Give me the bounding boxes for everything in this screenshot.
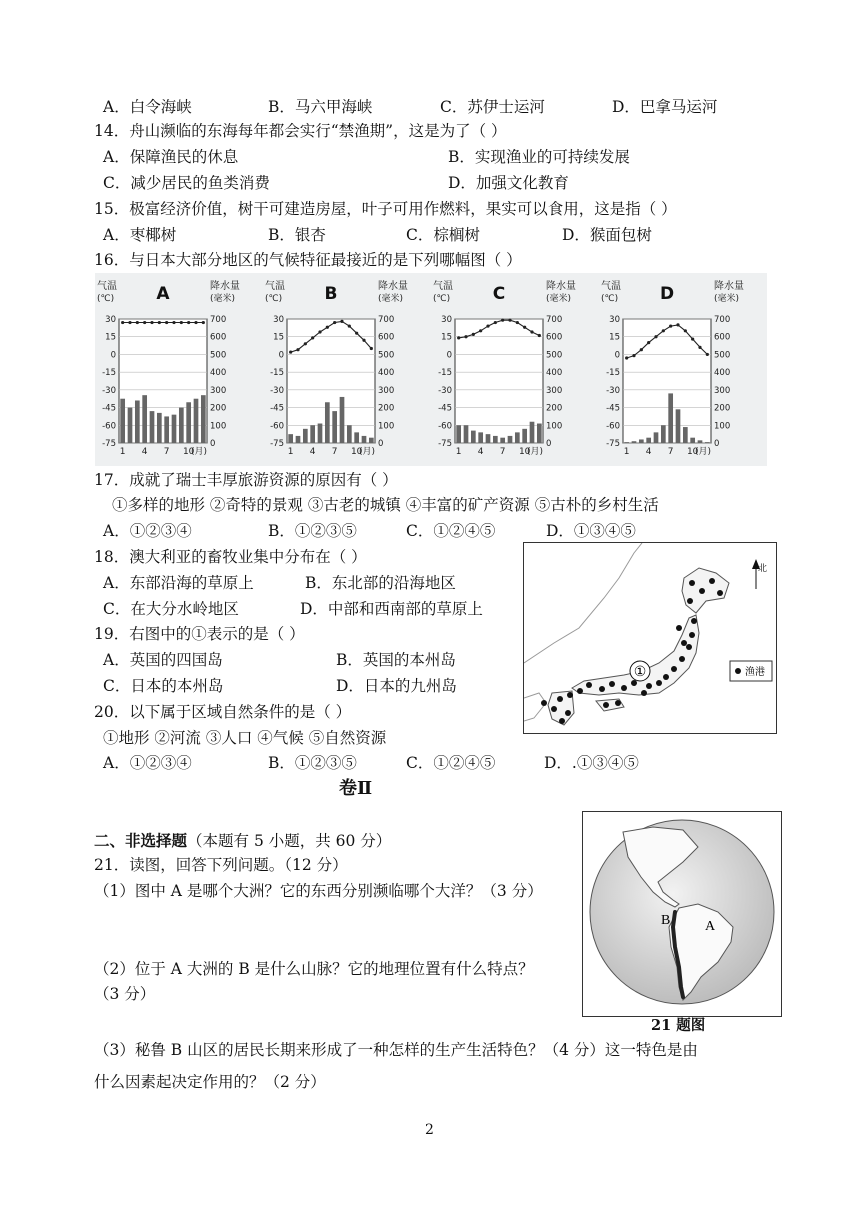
q14-option-a: A．保障渔民的休息 xyxy=(103,148,239,166)
japan-map-svg xyxy=(524,543,776,733)
temp-tick-label: -30 xyxy=(606,385,620,396)
temp-tick-label: 0 xyxy=(278,350,284,361)
q14-option-b: B．实现渔业的可持续发展 xyxy=(448,148,630,166)
temperature-point xyxy=(150,321,153,324)
precip-tick-label: 700 xyxy=(546,315,563,325)
temperature-point xyxy=(165,321,168,324)
temperature-point xyxy=(632,354,635,357)
temperature-point xyxy=(538,334,541,337)
q17-option-b: B．①②③⑤ xyxy=(268,522,357,540)
precip-tick-label: 400 xyxy=(378,368,395,379)
temperature-point xyxy=(136,321,139,324)
temperature-point xyxy=(647,341,650,344)
temperature-point xyxy=(326,326,329,329)
q18-option-c: C．在大分水岭地区 xyxy=(103,600,239,618)
temperature-point xyxy=(494,321,497,324)
temp-tick-label: -75 xyxy=(606,439,620,449)
precip-bar xyxy=(296,436,301,443)
globe-label-b: B xyxy=(661,913,671,928)
q20-option-a: A．①②③④ xyxy=(103,754,192,772)
temp-tick-label: 0 xyxy=(110,350,116,361)
precip-bar xyxy=(340,397,345,443)
precip-bar xyxy=(150,411,155,443)
temp-tick-label: 30 xyxy=(273,315,284,325)
precip-bar xyxy=(120,399,125,443)
month-tick-label: 10 xyxy=(182,447,195,457)
globe-label-a: A xyxy=(705,919,716,934)
month-tick-label: 10 xyxy=(686,447,699,457)
precip-bar xyxy=(128,408,133,443)
q13-option-a: A．白令海峡 xyxy=(103,98,192,116)
temperature-point xyxy=(625,356,628,359)
q13-option-d: D．巴拿马运河 xyxy=(612,98,718,116)
precip-tick-label: 200 xyxy=(546,403,563,414)
north-label: 北 xyxy=(758,564,768,574)
temperature-point xyxy=(194,321,197,324)
chart-temp-unit: (℃) xyxy=(601,294,619,304)
temp-tick-label: -45 xyxy=(102,403,116,414)
temperature-point xyxy=(355,332,358,335)
chart-temp-label: 气温 xyxy=(97,281,117,292)
month-unit-label: (月) xyxy=(191,447,208,457)
q20-option-b: B．①②③⑤ xyxy=(268,754,357,772)
japan-fishing-port-map xyxy=(523,542,777,734)
precip-tick-label: 400 xyxy=(546,368,563,379)
q19-stem: 19．右图中的①表示的是（ ） xyxy=(94,625,305,643)
precip-tick-label: 0 xyxy=(546,439,552,449)
q18-option-a: A．东部沿海的草原上 xyxy=(103,574,254,592)
temperature-point xyxy=(654,335,657,338)
precip-bar xyxy=(164,416,169,443)
precip-bar xyxy=(624,442,629,443)
precip-tick-label: 200 xyxy=(210,403,227,414)
precip-tick-label: 700 xyxy=(378,315,395,325)
q21-part-1: （1）图中 A 是哪个大洲？它的东西分别濒临哪个大洋？（3 分） xyxy=(94,882,543,900)
precip-bar xyxy=(508,436,513,443)
precip-bar xyxy=(142,395,147,443)
precip-bar xyxy=(515,432,520,443)
precip-tick-label: 400 xyxy=(210,368,227,379)
temperature-point xyxy=(187,321,190,324)
temperature-point xyxy=(172,321,175,324)
precip-bar xyxy=(347,425,352,443)
q19-option-a: A．英国的四国岛 xyxy=(103,651,223,669)
precip-bar xyxy=(179,408,184,443)
month-tick-label: 4 xyxy=(645,447,652,457)
chart-temp-unit: (℃) xyxy=(433,294,451,304)
temp-tick-label: -60 xyxy=(606,421,620,432)
precip-bar xyxy=(676,409,681,443)
volume-2-title: 卷Ⅱ xyxy=(339,778,373,799)
precip-tick-label: 500 xyxy=(210,350,227,361)
temperature-point xyxy=(662,329,665,332)
temperature-point xyxy=(669,324,672,327)
temp-tick-label: 15 xyxy=(441,332,452,343)
q21-part-2-score: （3 分） xyxy=(94,985,156,1003)
precip-bar xyxy=(464,425,469,443)
q17-option-d: D．①③④⑤ xyxy=(546,522,636,540)
precip-bar xyxy=(486,434,491,443)
month-tick-label: 4 xyxy=(309,447,316,457)
month-tick-label: 1 xyxy=(623,447,630,457)
precip-tick-label: 700 xyxy=(714,315,731,325)
precip-tick-label: 600 xyxy=(378,332,395,343)
month-unit-label: (月) xyxy=(527,447,544,457)
q21-stem: 21．读图，回答下列问题。（12 分） xyxy=(94,856,348,874)
precip-tick-label: 100 xyxy=(546,421,563,432)
q15-option-d: D．猴面包树 xyxy=(562,226,652,244)
q20-option-c: C．①②④⑤ xyxy=(406,754,496,772)
chart-precip-label: 降水量 xyxy=(210,281,240,292)
temperature-point xyxy=(158,321,161,324)
month-tick-label: 4 xyxy=(141,447,148,457)
precip-tick-label: 500 xyxy=(378,350,395,361)
temp-tick-label: -30 xyxy=(270,385,284,396)
japan-map-marker: ① xyxy=(633,664,647,680)
temp-tick-label: 0 xyxy=(446,350,452,361)
q14-option-d: D．加强文化教育 xyxy=(448,174,569,192)
climate-charts-figure xyxy=(95,273,767,466)
q13-option-b: B．马六甲海峡 xyxy=(268,98,373,116)
precip-tick-label: 0 xyxy=(378,439,384,449)
q18-option-b: B．东北部的沿海地区 xyxy=(305,574,456,592)
precip-bar xyxy=(362,436,367,443)
precip-bar xyxy=(325,402,330,443)
temperature-point xyxy=(479,329,482,332)
precip-bar xyxy=(668,393,673,443)
chart-precip-label: 降水量 xyxy=(714,281,744,292)
temp-tick-label: 15 xyxy=(105,332,116,343)
legend-label: 渔港 xyxy=(745,667,765,678)
month-tick-label: 1 xyxy=(119,447,126,457)
q20-items: ①地形 ②河流 ③人口 ④气候 ⑤自然资源 xyxy=(103,729,387,747)
month-tick-label: 1 xyxy=(287,447,294,457)
month-tick-label: 7 xyxy=(163,447,170,457)
temperature-point xyxy=(501,319,504,322)
q15-option-c: C．棕榈树 xyxy=(406,226,480,244)
precip-bar xyxy=(157,413,162,443)
precip-bar xyxy=(194,399,199,443)
temp-tick-label: -60 xyxy=(270,421,284,432)
globe-svg xyxy=(583,812,781,1016)
temperature-point xyxy=(202,321,205,324)
temperature-point xyxy=(691,337,694,340)
section-2-note: （本题有 5 小题，共 60 分） xyxy=(187,832,392,850)
month-tick-label: 7 xyxy=(331,447,338,457)
precip-bar xyxy=(135,400,140,443)
section-2-heading xyxy=(94,831,391,851)
precip-tick-label: 600 xyxy=(546,332,563,343)
temperature-point xyxy=(464,335,467,338)
temperature-point xyxy=(311,336,314,339)
south-america-globe-map xyxy=(582,811,782,1017)
temperature-point xyxy=(128,321,131,324)
temperature-point xyxy=(706,353,709,356)
temp-tick-label: 15 xyxy=(273,332,284,343)
q14-stem: 14．舟山濒临的东海每年都会实行“禁渔期”，这是为了（ ） xyxy=(94,122,507,140)
precip-bar xyxy=(318,424,323,443)
temperature-point xyxy=(333,321,336,324)
precip-bar xyxy=(530,422,535,443)
precip-bar xyxy=(500,438,505,443)
temp-tick-label: -30 xyxy=(438,385,452,396)
q21-part-3-cont: 什么因素起决定作用的？（2 分） xyxy=(94,1073,326,1091)
precip-bar xyxy=(310,425,315,443)
precip-bar xyxy=(478,432,483,443)
precip-bar xyxy=(354,432,359,443)
temperature-point xyxy=(289,350,292,353)
temperature-point xyxy=(348,324,351,327)
chart-temp-label: 气温 xyxy=(433,281,453,292)
temperature-point xyxy=(457,336,460,339)
month-unit-label: (月) xyxy=(695,447,712,457)
q17-stem: 17．成就了瑞士丰厚旅游资源的原因有（ ） xyxy=(94,471,398,489)
temperature-point xyxy=(121,321,124,324)
precip-bar xyxy=(705,442,710,443)
precip-tick-label: 100 xyxy=(210,421,227,432)
q18-stem: 18．澳大利亚的畜牧业集中分布在（ ） xyxy=(94,548,367,566)
page-number: 2 xyxy=(425,1122,434,1138)
precip-tick-label: 600 xyxy=(714,332,731,343)
precip-bar xyxy=(537,424,542,443)
precip-bar xyxy=(646,438,651,443)
q18-option-d: D．中部和西南部的草原上 xyxy=(300,600,483,618)
temperature-point xyxy=(516,321,519,324)
temp-tick-label: -60 xyxy=(438,421,452,432)
temp-tick-label: -45 xyxy=(606,403,620,414)
chart-temp-unit: (℃) xyxy=(265,294,283,304)
precip-tick-label: 100 xyxy=(714,421,731,432)
precip-tick-label: 500 xyxy=(546,350,563,361)
q20-stem: 20．以下属于区域自然条件的是（ ） xyxy=(94,703,352,721)
chart-frame xyxy=(623,319,711,443)
chart-precip-unit: (毫米) xyxy=(378,294,404,304)
month-tick-label: 10 xyxy=(518,447,531,457)
chart-temp-unit: (℃) xyxy=(97,294,115,304)
temp-tick-label: 15 xyxy=(609,332,620,343)
temperature-point xyxy=(362,339,365,342)
temp-tick-label: 30 xyxy=(105,315,116,325)
month-tick-label: 10 xyxy=(350,447,363,457)
precip-bar xyxy=(303,429,308,443)
q19-option-c: C．日本的本州岛 xyxy=(103,677,224,695)
temperature-point xyxy=(486,324,489,327)
precip-tick-label: 500 xyxy=(714,350,731,361)
q19-option-d: D．日本的九州岛 xyxy=(336,677,457,695)
precip-bar xyxy=(471,431,476,443)
q14-option-c: C．减少居民的鱼类消费 xyxy=(103,174,270,192)
chart-precip-unit: (毫米) xyxy=(714,294,740,304)
q13-option-c: C．苏伊士运河 xyxy=(440,98,545,116)
precip-bar xyxy=(698,440,703,443)
temp-tick-label: 30 xyxy=(609,315,620,325)
q15-option-a: A．枣椰树 xyxy=(103,226,177,244)
precip-bar xyxy=(661,425,666,443)
precip-bar xyxy=(632,441,637,443)
precip-bar xyxy=(456,425,461,443)
q19-option-b: B．英国的本州岛 xyxy=(336,651,456,669)
chart-precip-unit: (毫米) xyxy=(210,294,236,304)
temperature-point xyxy=(472,333,475,336)
temperature-point xyxy=(296,348,299,351)
temperature-point xyxy=(143,321,146,324)
temperature-point xyxy=(340,320,343,323)
precip-bar xyxy=(493,436,498,443)
chart-precip-label: 降水量 xyxy=(546,281,576,292)
temperature-point xyxy=(508,319,511,322)
precip-bar xyxy=(288,434,293,443)
q16-stem: 16．与日本大部分地区的气候特征最接近的是下列哪幅图（ ） xyxy=(94,251,522,269)
chart-letter-A: A xyxy=(156,284,170,304)
temp-tick-label: -15 xyxy=(606,368,620,379)
q17-option-a: A．①②③④ xyxy=(103,522,192,540)
chart-precip-label: 降水量 xyxy=(378,281,408,292)
temperature-point xyxy=(698,346,701,349)
temp-tick-label: -45 xyxy=(270,403,284,414)
precip-bar xyxy=(172,415,177,443)
precip-bar xyxy=(201,395,206,443)
temperature-point xyxy=(523,326,526,329)
temp-tick-label: 30 xyxy=(441,315,452,325)
month-tick-label: 1 xyxy=(455,447,462,457)
q17-option-c: C．①②④⑤ xyxy=(406,522,496,540)
precip-tick-label: 300 xyxy=(546,385,563,396)
precip-tick-label: 100 xyxy=(378,421,395,432)
q20-option-d: D．.①③④⑤ xyxy=(544,754,639,772)
temp-tick-label: 0 xyxy=(614,350,620,361)
precip-bar xyxy=(654,432,659,443)
precip-tick-label: 700 xyxy=(210,315,227,325)
temperature-point xyxy=(684,329,687,332)
temperature-point xyxy=(370,347,373,350)
temperature-point xyxy=(180,321,183,324)
month-tick-label: 7 xyxy=(667,447,674,457)
temperature-point xyxy=(304,342,307,345)
chart-temp-label: 气温 xyxy=(601,281,621,292)
chart-letter-D: D xyxy=(659,284,675,304)
temperature-point xyxy=(640,348,643,351)
precip-tick-label: 400 xyxy=(714,368,731,379)
precip-bar xyxy=(186,402,191,443)
month-tick-label: 4 xyxy=(477,447,484,457)
climate-charts-svg xyxy=(95,273,767,466)
temp-tick-label: -30 xyxy=(102,385,116,396)
precip-tick-label: 0 xyxy=(714,439,720,449)
temperature-point xyxy=(530,330,533,333)
precip-bar xyxy=(690,438,695,443)
q21-part-3: （3）秘鲁 B 山区的居民长期来形成了一种怎样的生产生活特色？（4 分）这一特色是由 xyxy=(94,1041,698,1059)
month-unit-label: (月) xyxy=(359,447,376,457)
temp-tick-label: -75 xyxy=(270,439,284,449)
q21-part-2: （2）位于 A 大洲的 B 是什么山脉？它的地理位置有什么特点？ xyxy=(94,960,534,978)
temp-tick-label: -75 xyxy=(102,439,116,449)
globe-caption: 21 题图 xyxy=(651,1017,706,1034)
chart-letter-B: B xyxy=(324,284,338,304)
precip-bar xyxy=(332,411,337,443)
hokkaido-island xyxy=(682,568,729,613)
precip-tick-label: 0 xyxy=(210,439,216,449)
precip-bar xyxy=(683,427,688,443)
section-2-title: 二、非选择题 xyxy=(94,831,188,850)
temp-tick-label: -60 xyxy=(102,421,116,432)
temp-tick-label: -45 xyxy=(438,403,452,414)
precip-tick-label: 200 xyxy=(378,403,395,414)
precip-tick-label: 600 xyxy=(210,332,227,343)
precip-tick-label: 300 xyxy=(210,385,227,396)
temperature-point xyxy=(318,330,321,333)
temp-tick-label: -15 xyxy=(438,368,452,379)
temperature-point xyxy=(676,323,679,326)
precip-bar xyxy=(369,438,374,443)
temp-tick-label: -75 xyxy=(438,439,452,449)
chart-temp-label: 气温 xyxy=(265,281,285,292)
q17-items: ①多样的地形 ②奇特的景观 ③古老的城镇 ④丰富的矿产资源 ⑤古朴的乡村生活 xyxy=(112,496,659,514)
q15-option-b: B．银杏 xyxy=(268,226,326,244)
precip-tick-label: 300 xyxy=(378,385,395,396)
temp-tick-label: -15 xyxy=(102,368,116,379)
precip-tick-label: 300 xyxy=(714,385,731,396)
precip-bar xyxy=(639,439,644,443)
q15-stem: 15．极富经济价值，树干可建造房屋，叶子可用作燃料，果实可以食用，这是指（ ） xyxy=(94,200,677,218)
temp-tick-label: -15 xyxy=(270,368,284,379)
precip-tick-label: 200 xyxy=(714,403,731,414)
chart-precip-unit: (毫米) xyxy=(546,294,572,304)
precip-bar xyxy=(522,429,527,443)
chart-letter-C: C xyxy=(492,284,506,304)
month-tick-label: 7 xyxy=(499,447,506,457)
